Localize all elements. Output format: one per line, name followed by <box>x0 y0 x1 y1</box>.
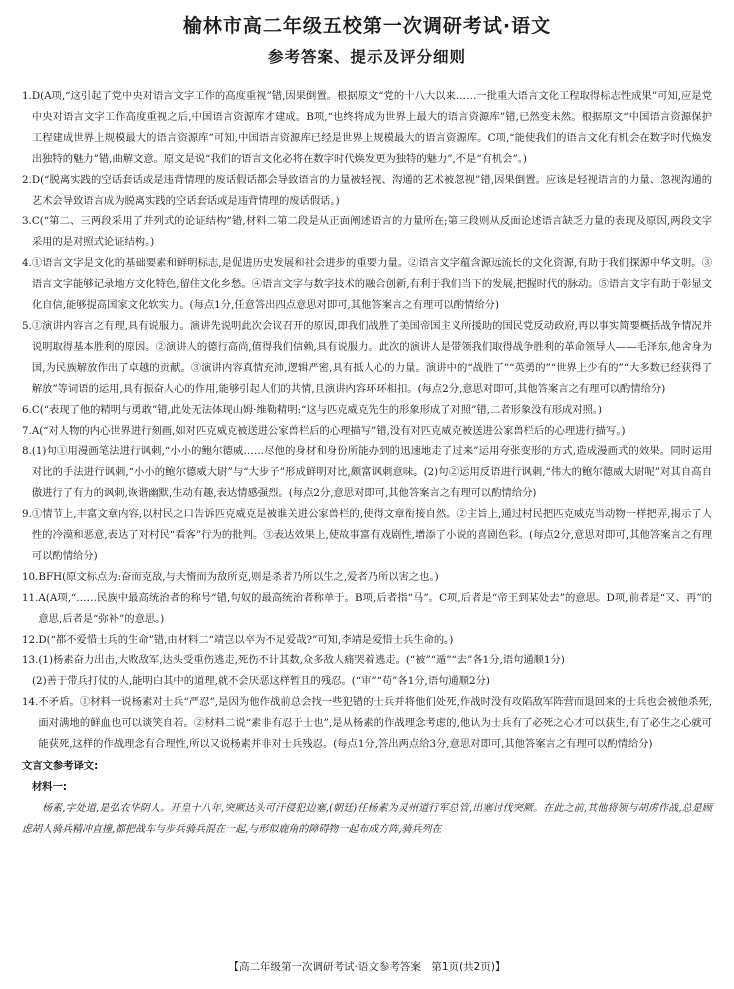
answer-item <box>22 400 712 421</box>
answer-number: 10. <box>22 570 39 583</box>
answer-text: C(“表现了他的精明与勇敢”错,此处无法体现山姆·维勒精明:“这与匹克威克先生的形象形成了对照”错,二者形象没有形成对照。) <box>31 403 603 416</box>
answer-number: 6. <box>22 403 32 416</box>
answer-text: ①情节上,丰富文章内容,以村民之口告诉匹克威克是被谁关进公家兽栏的,使得文章衔接自然。②主旨上,通过村民把匹克威克当动物一样把弄,揭示了人性的冷漠和恶意,表达了对村民“看客”行为的批判。③表达效果上,使故事富有戏剧性,增添了小说的喜剧色彩。(每点2分,意思对即可,其他答案言之有理可以酌情给分) <box>31 508 712 562</box>
translation-section-title: 文言文参考译文: <box>22 760 99 772</box>
answer-number: 14. <box>22 696 39 709</box>
answer-number: 7. <box>22 424 32 437</box>
answer-number: 12. <box>22 633 39 646</box>
answer-item <box>22 441 712 504</box>
answer-item <box>22 253 712 316</box>
answer-item <box>22 211 712 253</box>
answer-text: D(“脱离实践的空话套话或是违背情理的废话假话都会导致语言的力量被轻视、沟通的艺术被忽视”错,因果倒置。应该是轻视语言的力量、忽视沟通的艺术会导致语言成为脱离实践的空话套话或是违背情理的废话假话。) <box>31 173 712 207</box>
translation-text: 杨素,字处道,是弘农华阴人。开皇十八年,突厥达头可汗侵犯边塞,(朝廷)任杨素为灵州道行军总管,出塞讨伐突厥。在此之前,其他将领与胡虏作战,总是顾虑胡人骑兵精冲直撞,都把战车与步兵骑兵混在一起,与形似鹿角的障碍物一起布成方阵,骑兵列在 <box>22 803 712 835</box>
answer-item <box>22 692 712 755</box>
answer-text: (2)善于带兵打仗的人,能明白其中的道理,就不会厌恶这样暂且的残忍。(“审”“苟”各1分,语句通顺2分) <box>32 675 490 688</box>
answer-item <box>22 567 712 588</box>
answer-text: (1)杨素奋力出击,大败敌军,达头受重伤逃走,死伤不计其数,众多敌人痛哭着逃走。(“被”“遁”“去”各1分,语句通顺1分) <box>38 654 565 667</box>
answer-item <box>22 421 712 442</box>
answer-text: A(“对人物的内心世界进行刻画,如对匹克威克被送进公家兽栏后的心理描写”错,没有对匹克威克被送进公家兽栏后的心理进行描写。) <box>31 424 626 437</box>
answer-number: 8. <box>22 445 32 458</box>
answer-text: ①演讲内容言之有理,具有说服力。演讲先说明此次会议召开的原因,即我们战胜了美国帝国主义所援助的国民党反动政府,再以事实简要概括战争情况并说明取得基本胜利的原因。②演讲人的德行高尚,值得我们信赖,具有说服力。此次的演讲人是带领我们取得战争胜利的革命领导人——毛泽东,他舍身为国,为民族解放作出了卓越的贡献。③演讲内容真情充沛,逻辑严密,具有抵人心的力量。演讲中的“战胜了”“英勇的”“世界上少有的”“大多数已经获得了解放”等词语的运用,具有振奋人心的作用,能够引起人们的共情,且演讲内容环环相扣。(每点2分,意思对即可,其他答案言之有理可以酌情给分) <box>31 319 712 395</box>
answer-item <box>22 170 712 212</box>
answer-number: 13. <box>22 654 39 667</box>
answer-text: 不矛盾。①材料一说杨素对士兵“严忍”,是因为他作战前总会找一些犯错的士兵并将他们处死,作战时没有攻陷敌军阵营而退回来的士兵也会被他杀死,面对满地的鲜血也可以谈笑自若。②材料二说“素非有忍于士也”,是从杨素的作战理念考虑的,他认为士兵有了必死之心才可以获生,有了必生之心就可能获死,这样的作战理念有合理性,所以又说杨素并非对士兵残忍。(每点1分,答出两点给3分,意思对即可,其他答案言之有理可以酌情给分) <box>38 696 712 751</box>
answer-number: 5. <box>22 319 32 332</box>
answer-item <box>22 671 712 692</box>
answer-body <box>22 86 712 840</box>
answer-item <box>22 504 712 567</box>
answer-number: 3. <box>22 215 32 228</box>
answer-item <box>22 588 712 630</box>
answer-item <box>22 630 712 651</box>
material-one-title: 材料一: <box>32 781 68 793</box>
answer-text: D(A项,“这引起了党中央对语言文字工作的高度重视”错,因果倒置。根据原文“党的十八大以来……一批重大语言文化工程取得标志性成果”可知,应是党中央对语言文字工作高度重视之后,中国语言资源库才建成。B项,“也终将成为世界上最大的语言资源库”错,已然变未然。根据原文“中国语言资源保护工程建成世界上规模最大的语言资源库”可知,中国语言资源库已经是世界上规模最大的语言资源库。C项,“能使我们的语言文化有机会在数字时代焕发出独特的魅力”错,曲解文意。原文是说“我们的语言文化必将在数字时代焕发更为独特的魅力”,不是“有机会”。) <box>31 90 712 165</box>
answer-item <box>22 650 712 671</box>
document-subtitle: 参考答案、提示及评分细则 <box>267 48 466 66</box>
answer-text: BFH(原文标点为:奋而克敌,与夫惰而为敌所克,则是杀者乃所以生之,爱者乃所以害之也。) <box>38 570 439 583</box>
answer-text: (1)句①用漫画笔法进行讽刺,“小小的鲍尔德威……尽他的身材和身份所能办到的迅速地走了过来”运用夸张变形的方式,造成漫画式的效果。同时运用对比的手法进行讽刺,“小小的鲍尔德威大尉”与“大步子”形成鲜明对比,颇富讽刺意味。(2)句②运用反语进行讽刺,“伟大的鲍尔德威大尉呢”对其自高自傲进行了有力的讽刺,诙谐幽默,生动有趣,表达情感强烈。(每点2分,意思对即可,其他答案言之有理可以酌情给分) <box>31 445 712 500</box>
answer-number: 2. <box>22 173 32 186</box>
answer-number: 9. <box>22 508 32 521</box>
answer-number: 1. <box>22 90 32 102</box>
answer-text: C(“第二、三两段采用了并列式的论证结构”错,材料二第二段是从正面阐述语言的力量所在;第三段则从反面论述语言缺乏力量的表现及原因,两段文字采用的是对照式论证结构。) <box>31 215 712 249</box>
answer-text: D(“都不爱惜士兵的生命”错,由材料二“靖岂以卒为不足爱哉?”可知,李靖是爱惜士兵生命的。) <box>38 633 454 646</box>
answer-item <box>22 316 712 400</box>
answer-text: ①语言文字是文化的基础要素和鲜明标志,是促进历史发展和社会进步的重要力量。②语言文字蕴含源远流长的文化资源,有助于我们探源中华文明。③语言文字能够记录地方文化特色,留住文化乡愁。④语言文字与数字技术的融合创新,有利于我们当下的发展,把握时代的脉动。⑤语言文字有助于彰显文化自信,能够提高国家文化软实力。(每点1分,任意答出四点意思对即可,其他答案言之有理可以酌情给分) <box>31 257 712 312</box>
answer-number: 11. <box>22 591 39 604</box>
document-title: 榆林市高二年级五校第一次调研考试·语文 <box>182 15 552 37</box>
answer-number: 4. <box>22 257 32 270</box>
answer-text: A(A项,“……民族中最高统治者的称号”错,句奴的最高统治者称单于。B项,后者指“马”。C项,后者是“帝王到某处去”的意思。D项,前者是“又、再”的意思,后者是“弥补”的意思。) <box>38 591 712 625</box>
page-footer: 【高二年级第一次调研考试·语文参考答案 第1页(共2页)】 <box>228 961 506 973</box>
answer-list <box>22 86 712 755</box>
answer-item <box>22 86 712 170</box>
